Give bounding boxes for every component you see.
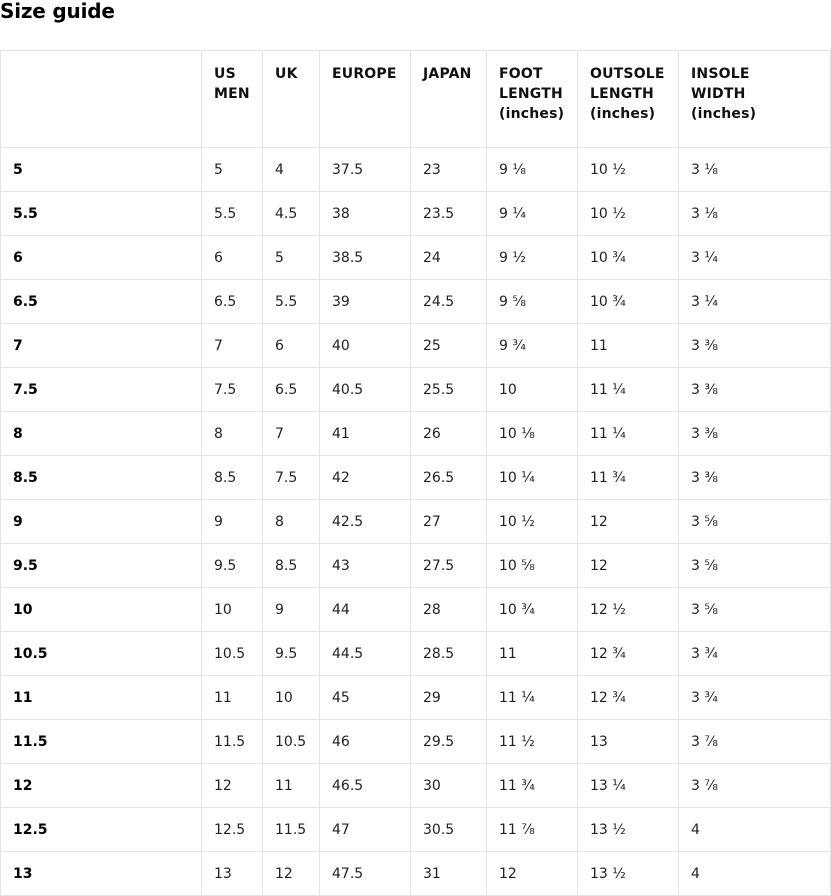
outsole-length-cell: 12 [578,544,679,588]
table-row [1,720,831,764]
uk-cell: 5 [263,236,320,280]
insole-width-cell: 3 ⅝ [679,588,831,632]
page-title: Size guide [0,0,115,23]
outsole-length-cell: 13 [578,720,679,764]
size-cell: 5 [1,148,202,192]
foot-length-cell: 9 ⅛ [487,148,578,192]
header-label-line: LENGTH [590,86,654,102]
table-row [1,148,831,192]
size-cell: 10.5 [1,632,202,676]
insole-width-cell: 3 ⅜ [679,368,831,412]
foot-length-cell: 10 ¼ [487,456,578,500]
europe-cell: 38.5 [320,236,411,280]
table-row [1,324,831,368]
foot-length-cell: 11 ¼ [487,676,578,720]
japan-cell: 24 [411,236,487,280]
japan-cell: 23.5 [411,192,487,236]
us-men-cell: 8 [202,412,263,456]
us-men-cell: 7.5 [202,368,263,412]
europe-cell: 42.5 [320,500,411,544]
outsole-length-cell: 11 ¼ [578,412,679,456]
europe-cell: 46 [320,720,411,764]
header-label-line: WIDTH [691,86,746,102]
uk-cell: 9 [263,588,320,632]
size-cell: 8 [1,412,202,456]
us-men-cell: 11.5 [202,720,263,764]
header-label-line: EUROPE [332,66,397,82]
table-row [1,456,831,500]
foot-length-cell: 9 ¼ [487,192,578,236]
uk-cell: 8 [263,500,320,544]
japan-cell: 27 [411,500,487,544]
foot-length-cell: 11 ½ [487,720,578,764]
header-insole-width [679,51,831,148]
us-men-cell: 5.5 [202,192,263,236]
header-label-line: JAPAN [423,66,472,82]
header-label-line: (inches) [691,106,757,122]
europe-cell: 44.5 [320,632,411,676]
size-table-container[interactable] [0,50,757,882]
us-men-cell: 6 [202,236,263,280]
header-label-line: OUTSOLE [590,66,665,82]
japan-cell: 29.5 [411,720,487,764]
size-cell: 12 [1,764,202,808]
header-japan [411,51,487,148]
outsole-length-cell: 13 ¼ [578,764,679,808]
us-men-cell: 13 [202,852,263,896]
japan-cell: 29 [411,676,487,720]
us-men-cell: 10.5 [202,632,263,676]
uk-cell: 5.5 [263,280,320,324]
foot-length-cell: 10 ¾ [487,588,578,632]
uk-cell: 6 [263,324,320,368]
size-cell: 6.5 [1,280,202,324]
europe-cell: 40 [320,324,411,368]
size-cell: 11.5 [1,720,202,764]
size-cell: 8.5 [1,456,202,500]
header-outsole-length [578,51,679,148]
outsole-length-cell: 11 [578,324,679,368]
size-table [0,50,831,896]
header-label-line: US [214,66,236,82]
foot-length-cell: 12 [487,852,578,896]
europe-cell: 47.5 [320,852,411,896]
size-cell: 6 [1,236,202,280]
foot-length-cell: 10 ½ [487,500,578,544]
outsole-length-cell: 10 ½ [578,192,679,236]
insole-width-cell: 3 ¾ [679,632,831,676]
japan-cell: 23 [411,148,487,192]
uk-cell: 8.5 [263,544,320,588]
outsole-length-cell: 13 ½ [578,808,679,852]
europe-cell: 38 [320,192,411,236]
header-us-men [202,51,263,148]
europe-cell: 46.5 [320,764,411,808]
europe-cell: 41 [320,412,411,456]
table-row [1,632,831,676]
size-cell: 7.5 [1,368,202,412]
europe-cell: 44 [320,588,411,632]
japan-cell: 26.5 [411,456,487,500]
outsole-length-cell: 10 ½ [578,148,679,192]
table-row [1,544,831,588]
europe-cell: 40.5 [320,368,411,412]
table-header [1,51,831,148]
insole-width-cell: 3 ¼ [679,280,831,324]
insole-width-cell: 3 ⅞ [679,764,831,808]
uk-cell: 9.5 [263,632,320,676]
uk-cell: 11.5 [263,808,320,852]
foot-length-cell: 11 ¾ [487,764,578,808]
insole-width-cell: 3 ¼ [679,236,831,280]
foot-length-cell: 9 ½ [487,236,578,280]
header-size [1,51,202,148]
japan-cell: 28 [411,588,487,632]
table-row [1,808,831,852]
header-europe [320,51,411,148]
us-men-cell: 11 [202,676,263,720]
outsole-length-cell: 11 ¾ [578,456,679,500]
size-cell: 9 [1,500,202,544]
uk-cell: 10 [263,676,320,720]
table-row [1,192,831,236]
us-men-cell: 8.5 [202,456,263,500]
us-men-cell: 7 [202,324,263,368]
japan-cell: 24.5 [411,280,487,324]
us-men-cell: 9 [202,500,263,544]
uk-cell: 7 [263,412,320,456]
header-uk [263,51,320,148]
size-cell: 10 [1,588,202,632]
foot-length-cell: 10 ⅝ [487,544,578,588]
foot-length-cell: 10 ⅛ [487,412,578,456]
outsole-length-cell: 12 [578,500,679,544]
table-row [1,852,831,896]
table-row [1,676,831,720]
insole-width-cell: 4 [679,852,831,896]
uk-cell: 7.5 [263,456,320,500]
us-men-cell: 12.5 [202,808,263,852]
size-cell: 13 [1,852,202,896]
header-label-line: (inches) [499,106,565,122]
foot-length-cell: 9 ¾ [487,324,578,368]
header-label-line: INSOLE [691,66,750,82]
uk-cell: 11 [263,764,320,808]
insole-width-cell: 3 ⅛ [679,148,831,192]
outsole-length-cell: 12 ¾ [578,632,679,676]
us-men-cell: 10 [202,588,263,632]
us-men-cell: 12 [202,764,263,808]
uk-cell: 6.5 [263,368,320,412]
size-cell: 7 [1,324,202,368]
header-label-line: (inches) [590,106,656,122]
japan-cell: 26 [411,412,487,456]
outsole-length-cell: 10 ¾ [578,236,679,280]
foot-length-cell: 10 [487,368,578,412]
table-body [1,148,831,896]
uk-cell: 4 [263,148,320,192]
insole-width-cell: 3 ⅞ [679,720,831,764]
japan-cell: 25.5 [411,368,487,412]
insole-width-cell: 3 ⅜ [679,412,831,456]
japan-cell: 30 [411,764,487,808]
size-cell: 11 [1,676,202,720]
outsole-length-cell: 10 ¾ [578,280,679,324]
europe-cell: 47 [320,808,411,852]
outsole-length-cell: 13 ½ [578,852,679,896]
insole-width-cell: 3 ⅜ [679,324,831,368]
us-men-cell: 9.5 [202,544,263,588]
table-row [1,412,831,456]
europe-cell: 42 [320,456,411,500]
europe-cell: 43 [320,544,411,588]
insole-width-cell: 3 ⅛ [679,192,831,236]
uk-cell: 12 [263,852,320,896]
table-row [1,236,831,280]
japan-cell: 25 [411,324,487,368]
insole-width-cell: 3 ¾ [679,676,831,720]
japan-cell: 27.5 [411,544,487,588]
size-cell: 5.5 [1,192,202,236]
header-row [1,51,831,148]
japan-cell: 31 [411,852,487,896]
header-label-line: MEN [214,86,250,102]
header-foot-length [487,51,578,148]
europe-cell: 45 [320,676,411,720]
insole-width-cell: 3 ⅝ [679,544,831,588]
insole-width-cell: 4 [679,808,831,852]
foot-length-cell: 11 ⅞ [487,808,578,852]
table-row [1,280,831,324]
uk-cell: 4.5 [263,192,320,236]
japan-cell: 30.5 [411,808,487,852]
outsole-length-cell: 11 ¼ [578,368,679,412]
europe-cell: 37.5 [320,148,411,192]
table-row [1,588,831,632]
header-label-line: FOOT [499,66,543,82]
outsole-length-cell: 12 ¾ [578,676,679,720]
table-row [1,764,831,808]
table-row [1,500,831,544]
japan-cell: 28.5 [411,632,487,676]
header-label-line: UK [275,66,298,82]
size-cell: 9.5 [1,544,202,588]
header-label-line: LENGTH [499,86,563,102]
us-men-cell: 5 [202,148,263,192]
foot-length-cell: 9 ⅝ [487,280,578,324]
table-row [1,368,831,412]
outsole-length-cell: 12 ½ [578,588,679,632]
insole-width-cell: 3 ⅝ [679,500,831,544]
europe-cell: 39 [320,280,411,324]
us-men-cell: 6.5 [202,280,263,324]
insole-width-cell: 3 ⅜ [679,456,831,500]
uk-cell: 10.5 [263,720,320,764]
foot-length-cell: 11 [487,632,578,676]
size-cell: 12.5 [1,808,202,852]
